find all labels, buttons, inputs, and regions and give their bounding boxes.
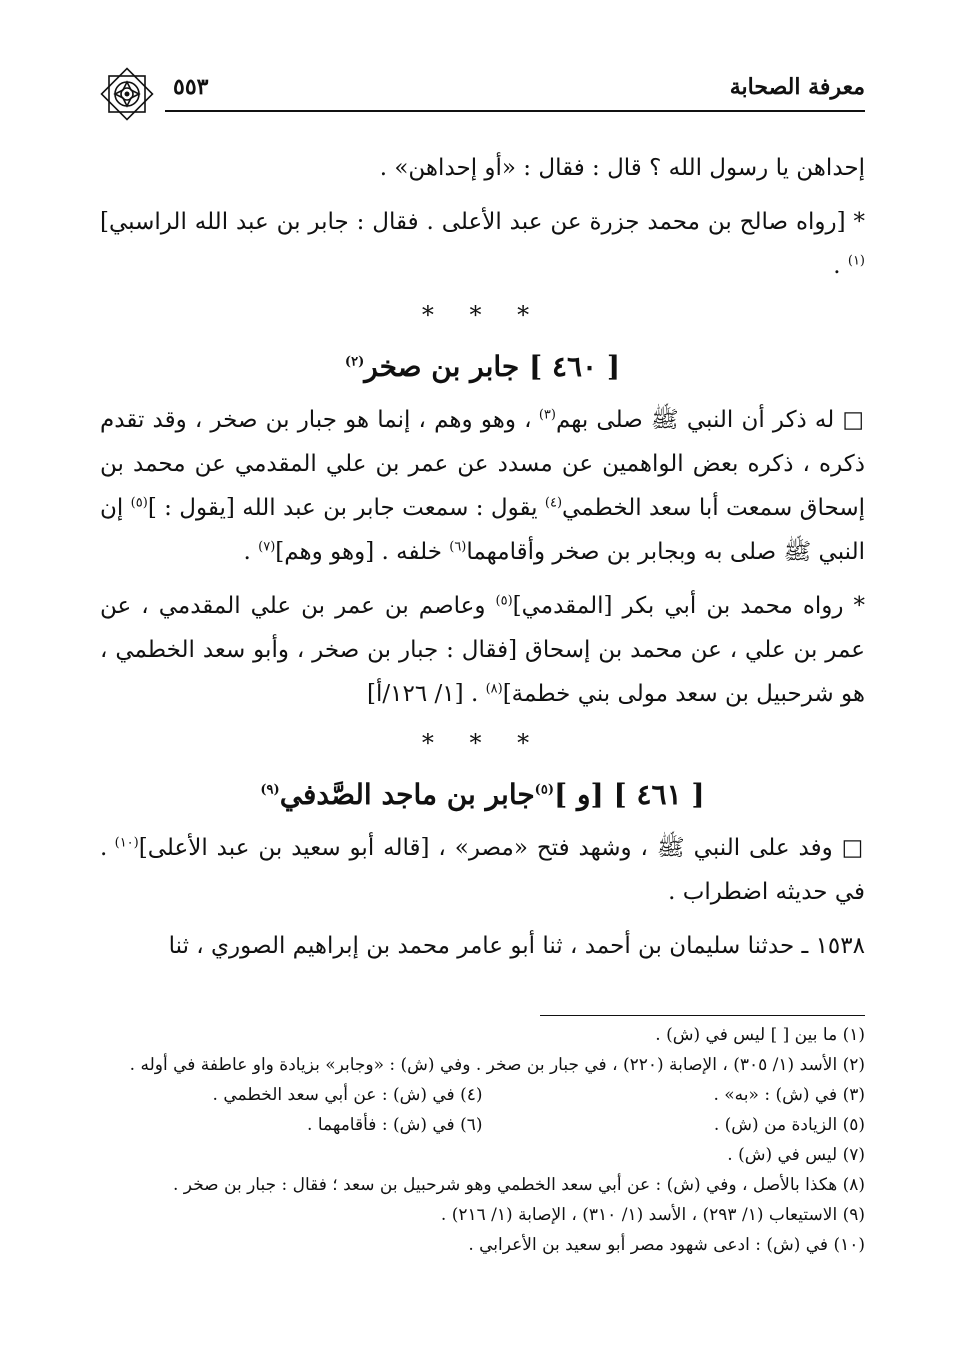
footnote-3: (٣) في (ش) : «به» . <box>713 1085 865 1105</box>
footnote-8: (٨) هكذا بالأصل ، وفي (ش) : عن أبي سعد الخطمي وهو شرحبيل بن سعد ؛ فقال : جبار بن صخر . <box>173 1175 865 1195</box>
footnotes <box>100 1020 865 1260</box>
paragraph-2: * [رواه صالح بن محمد جزرة عن عبد الأعلى . فقال : جابر بن عبد الله الراسبي]$^{(١)}$ . <box>100 209 865 279</box>
footnote-rule <box>540 1015 865 1016</box>
paragraph-4: * رواه محمد بن أبي بكر [المقدمي]$^{(٥)}$ وعاصم بن عمر بن علي المقدمي ، عن عمر بن علي ، عن محمد بن إسحاق [فقال : جبار بن صخر ، وأبو سعد الخطمي ، هو شرحبيل بن سعد مولى بني خطمة]$^{(٨)}$ . [١/ ١٢٦/أ] <box>100 593 866 707</box>
entry-heading-461: [ ٤٦١ ] [و ]$^{(٥)}$جابر بن ماجد الصَّدفي$^{(٩)}$ <box>260 778 705 811</box>
footnote-1: (١) ما بين [ ] ليس في (ش) . <box>655 1025 865 1045</box>
section-separator: * * * <box>421 301 544 329</box>
running-title: معرفة الصحابة <box>729 74 865 100</box>
paragraph-3: □ له ذكر أن النبي ﷺ صلى بهم$^{(٣)}$ ، وهو وهم ، إنما هو جبار بن صخر ، وقد تقدم ذكره ، ذكره بعض الواهمين عن مسدد عن عمر بن علي المقدمي عن محمد بن إسحاق سمعت أبا سعد الخطمي$^{(٤)}$ يقول : سمعت جابر بن عبد الله [يقول : ]$^{(٥)}$ إن النبي ﷺ صلى به وبجابر بن صخر وأقامهما$^{(٦)}$ خلفه . [وهو وهم]$^{(٧)}$ . <box>100 407 865 565</box>
page-number: ٥٥٣ <box>173 74 209 100</box>
paragraph-1: إحداهن يا رسول الله ؟ قال : فقال : «أو إحداهن» . <box>379 155 865 181</box>
main-text <box>100 146 865 968</box>
section-separator: * * * <box>421 729 544 757</box>
footnote-10: (١٠) في (ش) : ادعى شهود مصر أبو سعيد بن الأعرابي . <box>468 1235 865 1255</box>
footnote-ref: (١) <box>847 253 865 269</box>
ornament-icon <box>95 62 159 126</box>
footnote-6: (٦) في (ش) : فأقامهما . <box>307 1115 483 1135</box>
entry-heading-460: [ ٤٦٠ ] جابر بن صخر$^{(٢)}$ <box>344 350 621 383</box>
footnote-ref: (٢) <box>344 354 365 370</box>
footnote-5: (٥) الزيادة من (ش) . <box>713 1115 865 1135</box>
footnote-7: (٧) ليس في (ش) . <box>727 1145 865 1165</box>
header-rule <box>165 110 865 112</box>
paragraph-5: □ وفد على النبي ﷺ ، وشهد فتح «مصر» ، [قاله أبو سعيد بن عبد الأعلى]$^{(١٠)}$ . في حديثه اضطراب . <box>100 835 865 905</box>
paragraph-6: ١٥٣٨ ـ حدثنا سليمان بن أحمد ، ثنا أبو عامر محمد بن إبراهيم الصوري ، ثنا <box>168 933 865 959</box>
footnote-4: (٤) في (ش) : عن أبي سعد الخطمي . <box>212 1085 483 1105</box>
footnote-2: (٢) الأسد (١/ ٣٠٥) ، الإصابة (٢٢٠) ، في جبار بن صخر . وفي (ش) : «وجابر» بزيادة واو عاطفة في أوله . <box>129 1055 865 1075</box>
page-header <box>95 62 865 126</box>
footnote-9: (٩) الاستيعاب (١/ ٢٩٣) ، الأسد (١/ ٣١٠) ، الإصابة (١/ ٢١٦) . <box>440 1205 865 1225</box>
